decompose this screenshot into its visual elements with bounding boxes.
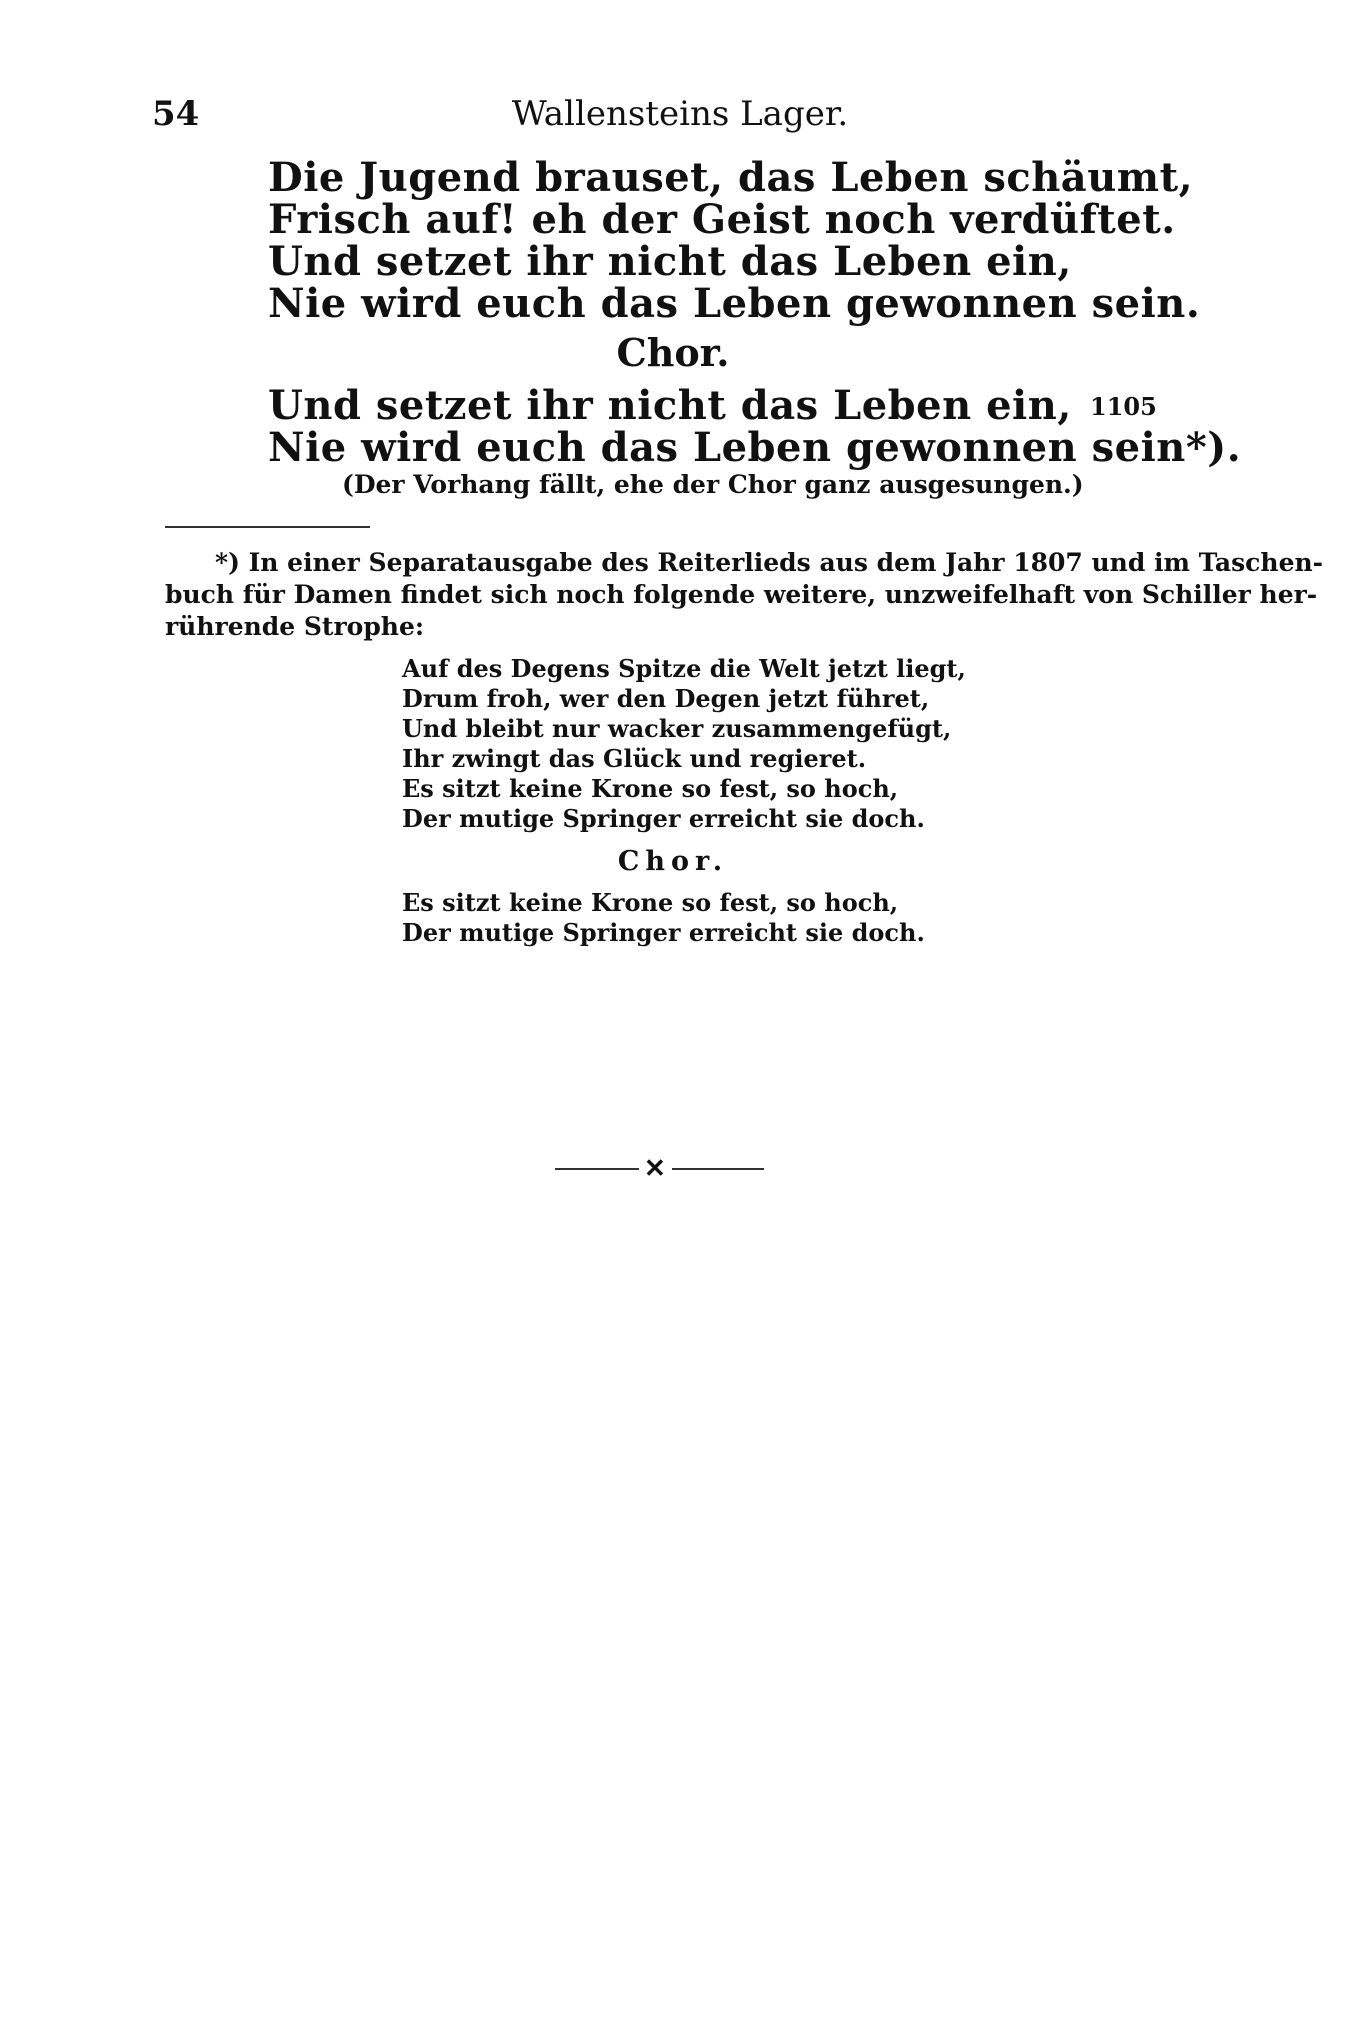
footnote-separator <box>165 526 370 528</box>
footnote-verse-line: Und bleibt nur wacker zusammengefügt, <box>402 714 952 743</box>
chorus-line: Und setzet ihr nicht das Leben ein, <box>268 382 1072 429</box>
end-ornament-rule-right <box>672 1168 764 1170</box>
footnote-verse-line: Der mutige Springer erreicht sie doch. <box>402 804 925 833</box>
verse-line: Frisch auf! eh der Geist noch verdüftet. <box>268 196 1176 243</box>
line-number: 1105 <box>1090 392 1157 421</box>
stage-direction: (Der Vorhang fällt, ehe der Chor ganz ausgesungen.) <box>342 470 1084 499</box>
speaker-heading: Chor. <box>616 330 730 375</box>
footnote-verse-line: Ihr zwingt das Glück und regieret. <box>402 744 867 773</box>
footnote-verse-line: Auf des Degens Spitze die Welt jetzt liegt, <box>402 654 966 683</box>
footnote-chorus-line: Es sitzt keine Krone so fest, so hoch, <box>402 888 899 917</box>
footnote-verse-line: Drum froh, wer den Degen jetzt führet, <box>402 684 930 713</box>
verse-line: Nie wird euch das Leben gewonnen sein. <box>268 280 1201 327</box>
footnote-speaker-heading: Chor. <box>617 846 729 877</box>
chorus-line: Nie wird euch das Leben gewonnen sein*). <box>268 424 1242 471</box>
page-number: 54 <box>152 94 200 134</box>
footnote-chorus-line: Der mutige Springer erreicht sie doch. <box>402 918 925 947</box>
verse-line: Und setzet ihr nicht das Leben ein, <box>268 238 1072 285</box>
end-ornament-rule-left <box>555 1168 639 1170</box>
footnote-text-line: buch für Damen findet sich noch folgende weitere, unzweifelhaft von Schiller her- <box>165 580 1318 609</box>
footnote-text-line: rührende Strophe: <box>165 612 425 641</box>
end-ornament-icon: ✕ <box>644 1154 666 1184</box>
footnote-text-line: *) In einer Separatausgabe des Reiterlieds aus dem Jahr 1807 und im Taschen- <box>215 548 1324 577</box>
running-title: Wallensteins Lager. <box>511 94 849 134</box>
verse-line: Die Jugend brauset, das Leben schäumt, <box>268 154 1194 201</box>
footnote-verse-line: Es sitzt keine Krone so fest, so hoch, <box>402 774 899 803</box>
